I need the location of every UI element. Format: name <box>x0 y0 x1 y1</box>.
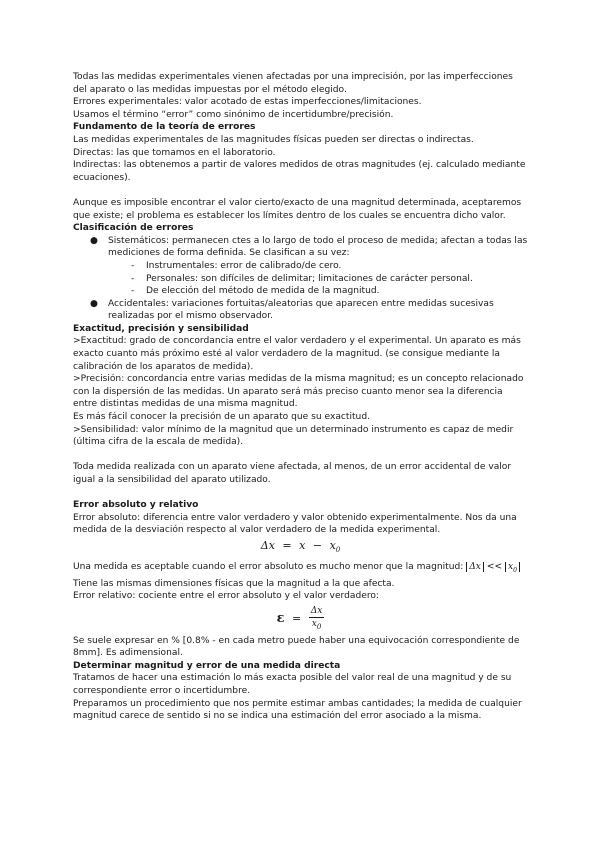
list-item-text: Sistemáticos: permanecen ctes a lo largo de todo el proceso de medida; afectan a todas las mediciones de forma definida. Se clasifican a su vez: <box>108 235 528 259</box>
absolute-error-equation: $\Delta x = x - x_0$ <box>260 538 341 555</box>
paragraph: Una medida es aceptable cuando el error absoluto es mucho menor que la magnitud: $\Delta x << x_0$ <box>73 561 528 577</box>
paragraph: Error relativo: cociente entre el error absoluto y el valor verdadero: <box>73 591 379 602</box>
paragraph: Preparamos un procedimiento que nos permite estimar ambas cantidades; la medida de cualquier magnitud carece de sentido si no se indica una estimación del error asociado a la misma. <box>73 698 522 722</box>
sub-list-item-text: Personales: son difíciles de delimitar; limitaciones de carácter personal. <box>146 273 473 284</box>
document-page <box>73 71 528 723</box>
paragraph: >Precisión: concordancia entre varias medidas de la misma magnitud; es un concepto relacionado con la dispersión de las medidas. Un aparato será más preciso cuanto menor sea la diferencia entre distintas medidas de una misma magnitud. <box>73 374 524 410</box>
paragraph: Aunque es imposible encontrar el valor cierto/exacto de una magnitud determinada, aceptaremos que existe; el problema es establecer los límites dentro de los cuales se encuentra dicho valor. <box>73 197 522 221</box>
bullet-icon: ● <box>90 298 98 309</box>
list-item <box>73 298 528 323</box>
section-heading: Fundamento de la teoría de errores <box>73 122 256 133</box>
paragraph: >Sensibilidad: valor mínimo de la magnitud que un determinado instrumento es capaz de medir (última cifra de la escala de medida). <box>73 424 514 448</box>
paragraph: Se suele expresar en % [0.8% - en cada metro puede haber una equivocación correspondiente de 8mm]. Es adimensional. <box>73 635 520 659</box>
section-heading: Determinar magnitud y error de una medida directa <box>73 660 341 671</box>
relative-error-equation: ε = $\frac{\Delta x}{x_0}$ <box>276 605 323 631</box>
section-heading: Exactitud, precisión y sensibilidad <box>73 323 249 334</box>
section-heading: Error absoluto y relativo <box>73 500 199 511</box>
section-heading: Clasificación de errores <box>73 223 194 234</box>
bullet-icon: ● <box>90 235 98 246</box>
paragraph: Toda medida realizada con un aparato viene afectada, al menos, de un error accidental de valor igual a la sensibilidad del aparato utilizado. <box>73 462 512 485</box>
paragraph: >Exactitud: grado de concordancia entre el valor verdadero y el experimental. Un aparato es más exacto cuanto más próximo esté al valor verdadero de la magnitud. (se consigue mediante la calibración de los aparatos de medida). <box>73 336 521 372</box>
paragraph: Usamos el término “error” como sinónimo de incertidumbre/precisión. <box>73 109 394 120</box>
paragraph: Directas: las que tomamos en el laboratorio. <box>73 147 276 158</box>
sub-list-item-text: Instrumentales: error de calibrado/de cero. <box>146 260 342 271</box>
paragraph: Tiene las mismas dimensiones físicas que la magnitud a la que afecta. <box>73 578 395 589</box>
dash-icon: - <box>131 286 135 297</box>
inequality: $\Delta x << x_0$ <box>466 562 520 572</box>
paragraph: Errores experimentales: valor acotado de estas imperfecciones/limitaciones. <box>73 97 422 108</box>
dash-icon: - <box>131 273 135 284</box>
paragraph: Todas las medidas experimentales vienen afectadas por una imprecisión, por las imperfecciones del aparato o las medidas impuestas por el método elegido. <box>73 72 513 95</box>
paragraph: Error absoluto: diferencia entre valor verdadero y valor obtenido experimentalmente. Nos da una medida de la desviación respecto al valor verdadero de la medida experimental. <box>73 512 517 536</box>
sub-list-item <box>73 285 528 298</box>
sub-list-item <box>73 260 528 273</box>
paragraph: Indirectas: las obtenemos a partir de valores medidos de otras magnitudes (ej. calculado mediante ecuaciones). <box>73 160 526 183</box>
list-item-text: Accidentales: variaciones fortuitas/aleatorias que aparecen entre medidas sucesivas realizadas por el mismo observador. <box>108 298 494 322</box>
paragraph: Es más fácil conocer la precisión de un aparato que su exactitud. <box>73 412 370 423</box>
list-item <box>73 235 528 260</box>
paragraph: Las medidas experimentales de las magnitudes físicas pueden ser directas o indirectas. <box>73 134 474 145</box>
sub-list-item-text: De elección del método de medida de la magnitud. <box>146 286 380 297</box>
dash-icon: - <box>131 260 135 271</box>
paragraph: Tratamos de hacer una estimación lo más exacta posible del valor real de una magnitud y de su correspondiente error o incertidumbre. <box>73 673 512 696</box>
sub-list-item <box>73 273 528 286</box>
